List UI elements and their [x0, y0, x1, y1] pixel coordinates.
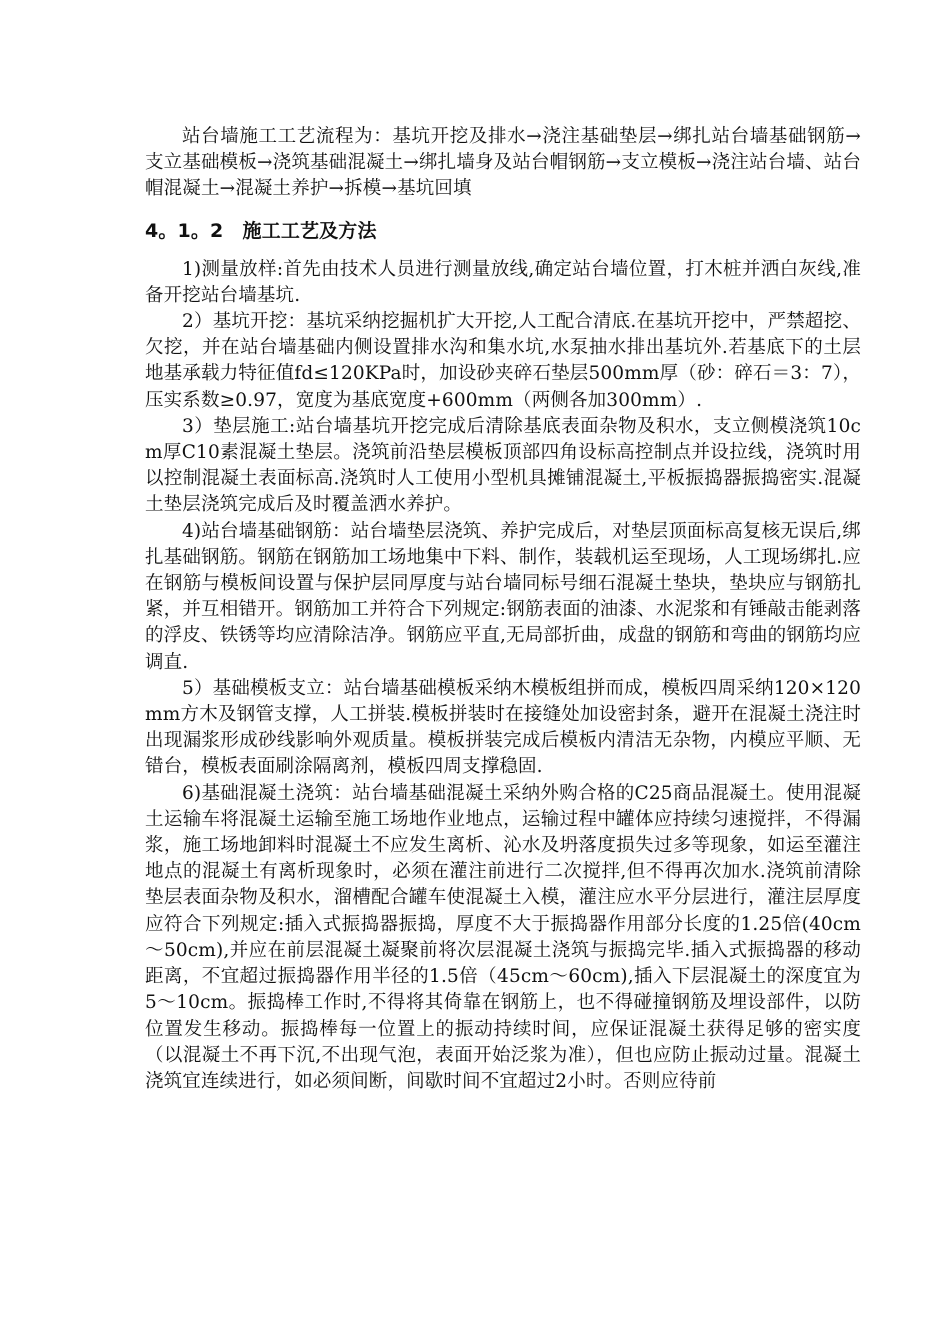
paragraph-cushion: 3）垫层施工:站台墙基坑开挖完成后清除基底表面杂物及积水，支立侧模浇筑10cm厚C10素混凝土垫层。浇筑前沿垫层模板顶部四角设标高控制点并设拉线，浇筑时用以控制混凝土表面标高.浇筑时人工使用小型机具摊铺混凝土,平板振捣器振捣密实.混凝土垫层浇筑完成后及时覆盖洒水养护。: [145, 415, 861, 516]
paragraph-survey: 1)测量放样:首先由技术人员进行测量放线,确定站台墙位置，打木桩并洒白灰线,准备开挖站台墙基坑.: [145, 258, 861, 306]
paragraph-rebar: 4)站台墙基础钢筋：站台墙垫层浇筑、养护完成后，对垫层顶面标高复核无误后,绑扎基础钢筋。钢筋在钢筋加工场地集中下料、制作，装载机运至现场，人工现场绑扎.应在钢筋与模板间设置与保护层同厚度与站台墙同标号细石混凝土垫块，垫块应与钢筋扎紧，并互相错开。钢筋加工并符合下列规定:钢筋表面的油漆、水泥浆和有锤敲击能剥落的浮皮、铁锈等均应清除洁净。钢筋应平直,无局部折曲，成盘的钢筋和弯曲的钢筋均应调直.: [145, 520, 861, 673]
intro-paragraph: 站台墙施工工艺流程为：基坑开挖及排水→浇注基础垫层→绑扎站台墙基础钢筋→支立基础模板→浇筑基础混凝土→绑扎墙身及站台帽钢筋→支立模板→浇注站台墙、站台帽混凝土→混凝土养护→拆模→基坑回填: [145, 126, 861, 200]
document-page: [145, 124, 861, 1095]
paragraph-formwork: 5）基础模板支立：站台墙基础模板采纳木模板组拼而成，模板四周采纳120×120mm方木及钢管支撑，人工拼装.模板拼装时在接缝处加设密封条，避开在混凝土浇注时出现漏浆形成砂线影响外观质量。模板拼装完成后模板内清洁无杂物，内模应平顺、无错台，模板表面刷涂隔离剂，模板四周支撑稳固.: [145, 677, 861, 778]
paragraph-excavation: 2）基坑开挖：基坑采纳挖掘机扩大开挖,人工配合清底.在基坑开挖中，严禁超挖、欠挖，并在站台墙基础内侧设置排水沟和集水坑,水泵抽水排出基坑外.若基底下的土层地基承载力特征值fd≤120KPa时，加设砂夹碎石垫层500mm厚（砂：碎石＝3：7），压实系数≥0.97，宽度为基底宽度+600mm（两侧各加300mm）.: [145, 311, 861, 411]
section-heading: 4。1。2 施工工艺及方法: [145, 219, 377, 242]
paragraph-concrete: 6)基础混凝土浇筑：站台墙基础混凝土采纳外购合格的C25商品混凝土。使用混凝土运输车将混凝土运输至施工场地作业地点，运输过程中罐体应持续匀速搅拌，不得漏浆，施工场地卸料时混凝土不应发生离析、沁水及坍落度损失过多等现象，如运至灌注地点的混凝土有离析现象时，必须在灌注前进行二次搅拌,但不得再次加水.浇筑前清除垫层表面杂物及积水，溜槽配合罐车使混凝土入模，灌注应水平分层进行，灌注层厚度应符合下列规定:插入式振捣器振捣，厚度不大于振捣器作用部分长度的1.25倍(40cm～50cm),并应在前层混凝土凝聚前将次层混凝土浇筑与振捣完毕.插入式振捣器的移动距离，不宜超过振捣器作用半径的1.5倍（45cm～60cm),插入下层混凝土的深度宜为5～10cm。振捣棒工作时,不得将其倚靠在钢筋上，也不得碰撞钢筋及埋设部件，以防位置发生移动。振捣棒每一位置上的振动持续时间，应保证混凝土获得足够的密实度（以混凝土不再下沉,不出现气泡，表面开始泛浆为准），但也应防止振动过量。混凝土浇筑宜连续进行，如必须间断，间歇时间不宜超过2小时。否则应待前: [145, 782, 861, 1092]
